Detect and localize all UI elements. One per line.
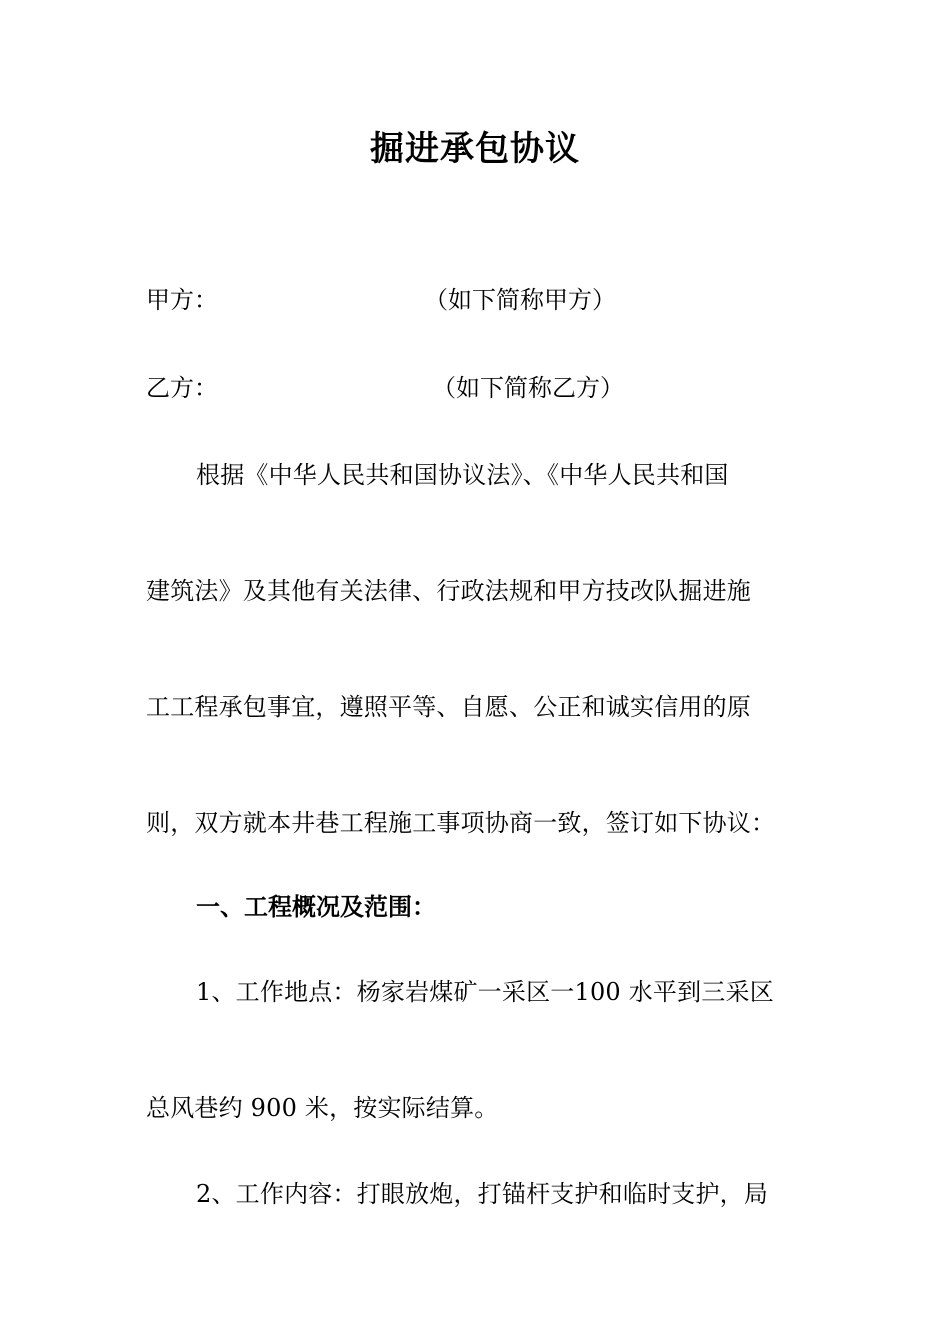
item-1-line-2: 总风巷约 900 米，按实际结算。 <box>146 1094 499 1122</box>
party-b-label: 乙方： <box>146 374 218 402</box>
item-2-line-1: 2、工作内容：打眼放炮，打锚杆支护和临时支护，局 <box>196 1180 769 1208</box>
document-title: 掘进承包协议 <box>370 129 580 169</box>
party-b-suffix: （如下简称乙方） <box>432 374 624 402</box>
section-1-heading: 一、工程概况及范围： <box>196 892 436 921</box>
item-1-line-1: 1、工作地点：杨家岩煤矿一采区一100 水平到三采区 <box>196 978 774 1006</box>
preamble-line-1: 根据《中华人民共和国协议法》、《中华人民共和国 <box>196 461 729 489</box>
party-a-suffix: （如下简称甲方） <box>424 286 616 314</box>
party-a-label: 甲方： <box>146 286 218 314</box>
preamble-line-3: 工工程承包事宜，遵照平等、自愿、公正和诚实信用的原 <box>146 693 751 721</box>
preamble-line-4: 则，双方就本井巷工程施工事项协商一致，签订如下协议： <box>146 809 776 837</box>
preamble-line-2: 建筑法》及其他有关法律、行政法规和甲方技改队掘进施 <box>146 577 751 605</box>
